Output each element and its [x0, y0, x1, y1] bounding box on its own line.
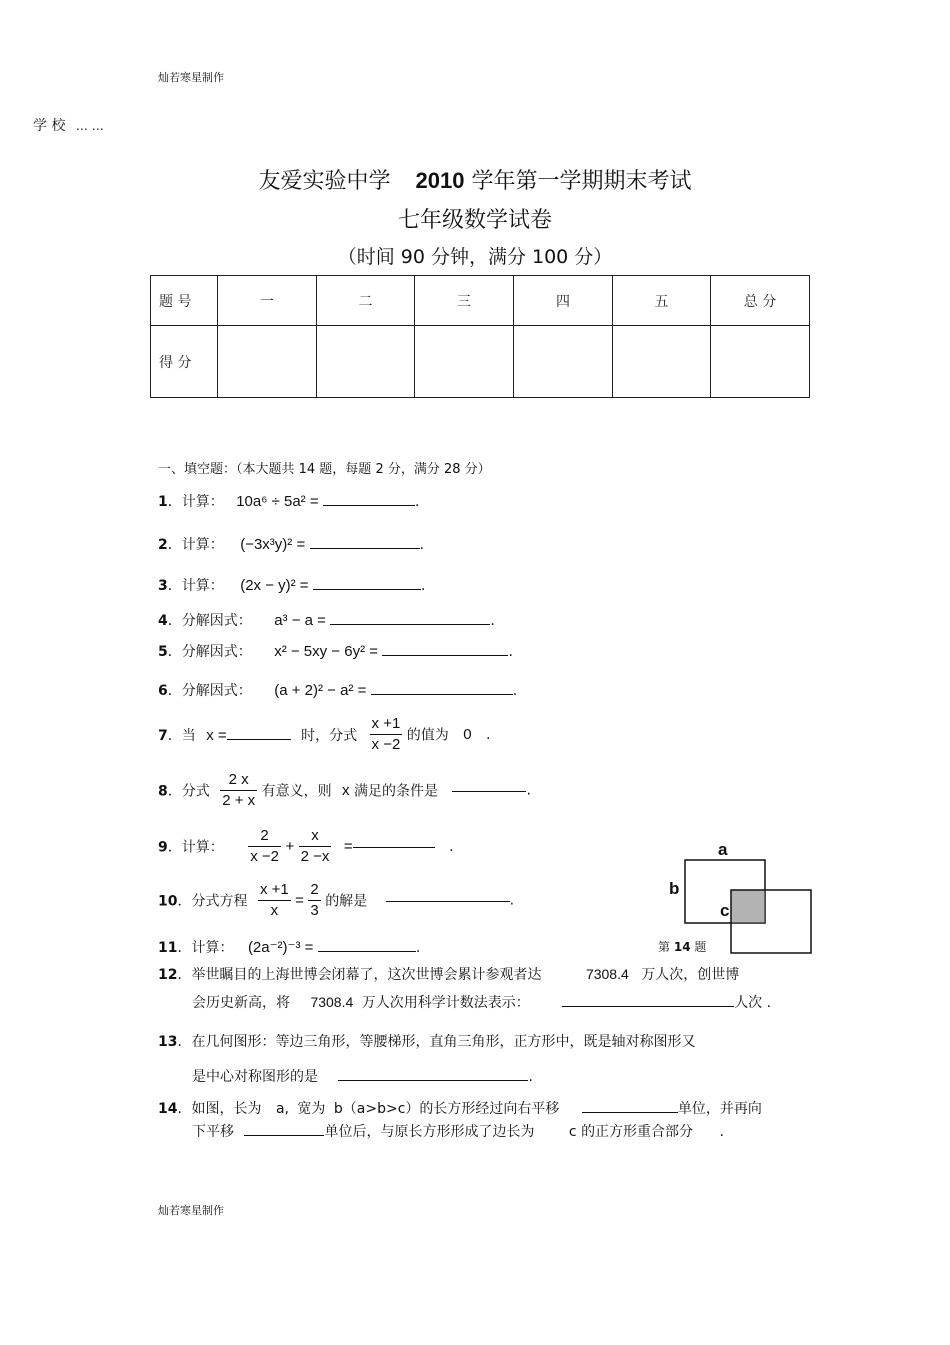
- question-text: ．分式方程: [177, 893, 248, 910]
- question-text: ．分式: [167, 783, 210, 800]
- question-expr: 10a⁶ ÷ 5a² =: [236, 493, 319, 510]
- question-value: 7308.4: [310, 994, 354, 1010]
- answer-blank[interactable]: [452, 790, 526, 792]
- question-text: ．分解因式：: [167, 613, 252, 629]
- question-text: 下平移: [192, 1124, 234, 1140]
- operator: =: [295, 892, 304, 909]
- question-text: ．计算：: [167, 537, 224, 553]
- caption-text: 第: [658, 940, 671, 954]
- question-text: ．计算：: [177, 940, 234, 956]
- question-2: 2．计算： (−3x³y)² = .: [158, 536, 425, 553]
- question-text: 单位，并再向: [677, 1101, 762, 1117]
- fraction-denominator: x: [270, 902, 279, 919]
- score-header-row: [151, 276, 810, 326]
- operator: =: [343, 838, 353, 855]
- fraction-numerator: 2: [248, 826, 281, 847]
- question-10: 10．分式方程 $\frac{x +1}{x}$ = $\frac{2}{3}$ 的解是 .: [158, 881, 515, 919]
- question-8: 8．分式 $\frac{2 x}{2 + x}$ 有意义，则 x 满足的条件是 .: [158, 771, 531, 809]
- question-3: 3．计算： (2x − y)² = .: [158, 577, 426, 594]
- question-text: ．如图，长为: [177, 1101, 262, 1117]
- title-line2: 七年级数学试卷: [397, 208, 552, 233]
- figure-caption: [658, 938, 706, 955]
- question-text: b（a>b>c）的长方形经过向右平移: [333, 1101, 560, 1117]
- school-dots: … …: [75, 119, 104, 133]
- question-6: 6．分解因式： (a + 2)² − a² = .: [158, 682, 518, 699]
- fraction-numerator: x +1: [370, 714, 403, 735]
- question-number: 13: [158, 1034, 178, 1050]
- score-cell: [317, 326, 415, 398]
- title-year: 2010: [415, 168, 465, 193]
- answer-blank[interactable]: [244, 1134, 324, 1136]
- question-var: a,: [275, 1101, 289, 1117]
- fraction-numerator: 2: [308, 880, 320, 901]
- fraction-denominator: 2 −x: [300, 848, 330, 865]
- label-b: b: [669, 879, 680, 898]
- question-var: c: [568, 1124, 577, 1140]
- question-text: ．分解因式：: [167, 683, 252, 699]
- question-1: 1．计算： 10a⁶ ÷ 5a² = .: [158, 493, 420, 510]
- answer-blank[interactable]: [382, 654, 508, 656]
- fraction: [299, 826, 332, 867]
- question-text: 的正方形重合部分: [581, 1124, 694, 1140]
- fraction-denominator: x −2: [371, 736, 401, 753]
- question-expr: (2x − y)² =: [240, 577, 309, 594]
- question-number: 4: [158, 613, 168, 629]
- question-expr: x² − 5xy − 6y² =: [274, 643, 378, 660]
- maker-footer: 灿若寒星制作: [158, 1204, 224, 1217]
- answer-blank[interactable]: [330, 623, 490, 625]
- operator: +: [285, 838, 295, 855]
- question-5: 5．分解因式： x² − 5xy − 6y² = .: [158, 643, 513, 660]
- question-text: ．计算：: [167, 839, 224, 856]
- question-text: ．举世瞩目的上海世博会闭幕了，这次世博会累计参观者达: [177, 967, 542, 983]
- question-text: 人次 .: [734, 995, 772, 1011]
- question-text: 万人次，创世博: [641, 967, 740, 983]
- question-9: 9．计算： $\frac{2}{x -2}$ + $\frac{x}{2 -x}$ = .: [158, 827, 454, 865]
- question-number: 9: [158, 839, 168, 856]
- score-cell: [218, 326, 317, 398]
- answer-blank[interactable]: [310, 547, 420, 549]
- question-number: 12: [158, 967, 178, 983]
- question-number: 1: [158, 494, 168, 510]
- question-number: 11: [158, 940, 178, 956]
- overlap-square: [731, 890, 765, 923]
- fraction: [370, 714, 403, 755]
- title-line3: （时间 90 分钟，满分 100 分）: [337, 246, 613, 268]
- question-text: ．在几何图形：等边三角形，等腰梯形，直角三角形，正方形中，既是轴对称图形又: [177, 1034, 696, 1050]
- score-header-cell: 总 分: [711, 276, 810, 326]
- question-var: x: [342, 782, 350, 799]
- question-14-line2: 下平移 单位后，与原长方形形成了边长为 c 的正方形重合部分 .: [192, 1124, 724, 1140]
- question-text: 满足的条件是: [354, 783, 438, 800]
- label-c: c: [720, 901, 730, 920]
- score-header-cell: 题 号: [151, 276, 218, 326]
- question-text: ．分解因式：: [167, 644, 252, 660]
- score-cell: [711, 326, 810, 398]
- question-text: 时，分式: [301, 727, 358, 744]
- question-number: 14: [158, 1101, 178, 1117]
- question-13-line1: [158, 1031, 695, 1051]
- question-number: 7: [158, 727, 168, 744]
- score-row: [151, 326, 810, 398]
- question-text: 的解是: [325, 893, 368, 910]
- score-cell: [415, 326, 514, 398]
- question-7: [158, 714, 490, 755]
- score-cell: [514, 326, 613, 398]
- score-header-cell: 三: [415, 276, 514, 326]
- answer-blank[interactable]: [318, 950, 416, 952]
- answer-blank[interactable]: [323, 504, 415, 506]
- fraction-denominator: x −2: [250, 848, 279, 865]
- answer-blank[interactable]: [386, 900, 510, 902]
- title-exam: 学年第一学期期末考试: [471, 169, 692, 194]
- question-11: 11．计算： (2a⁻²)⁻³ = .: [158, 939, 421, 956]
- question-number: 3: [158, 578, 168, 594]
- title-line1: [0, 164, 950, 195]
- question-text: 会历史新高，将: [192, 995, 290, 1011]
- answer-blank[interactable]: [371, 693, 513, 695]
- fraction: [308, 880, 320, 921]
- period: .: [486, 726, 491, 743]
- question-text: 单位后，与原长方形形成了边长为: [324, 1124, 535, 1140]
- caption-text: 题: [694, 940, 707, 954]
- fraction-numerator: x: [299, 826, 332, 847]
- question-text: 有意义，则: [261, 783, 332, 800]
- answer-blank[interactable]: [562, 1005, 734, 1007]
- question-14-line1: [158, 1098, 762, 1118]
- question-number: 2: [158, 537, 168, 553]
- title-school: 友爱实验中学: [258, 169, 391, 194]
- fraction-numerator: x +1: [258, 880, 291, 901]
- question-12-line1: [158, 964, 739, 984]
- answer-blank[interactable]: [582, 1111, 678, 1113]
- question-text: 万人次用科学计数法表示：: [361, 995, 530, 1011]
- section1-heading: 一、填空题：（本大题共 14 题，每题 2 分，满分 28 分）: [158, 462, 491, 477]
- score-header-cell: 五: [613, 276, 711, 326]
- fraction-denominator: 2 + x: [222, 792, 256, 809]
- question-expr: (2a⁻²)⁻³ =: [247, 939, 314, 956]
- question-expr: x =: [206, 726, 227, 744]
- score-header-cell: 一: [218, 276, 317, 326]
- fraction: [220, 770, 257, 811]
- answer-blank[interactable]: [227, 738, 291, 740]
- question-expr: (−3x³y)² =: [240, 536, 306, 553]
- question-expr: (a + 2)² − a² =: [274, 682, 367, 699]
- question-4: 4．分解因式： a³ − a = .: [158, 612, 495, 629]
- fraction: [248, 826, 281, 867]
- fraction-numerator: 2 x: [220, 770, 257, 791]
- question-number: 6: [158, 683, 168, 699]
- question-value: 7308.4: [585, 966, 629, 982]
- score-header-cell: 二: [317, 276, 415, 326]
- question-value: 0: [463, 726, 472, 743]
- school-label-text: 学 校: [33, 118, 66, 134]
- score-row-label: 得 分: [151, 326, 218, 398]
- caption-number: 14: [673, 940, 691, 954]
- maker-header: 灿若寒星制作: [158, 71, 224, 84]
- fraction: [258, 880, 291, 921]
- fraction-denominator: 3: [310, 902, 319, 919]
- score-cell: [613, 326, 711, 398]
- question-expr: a³ − a =: [274, 612, 326, 629]
- label-a: a: [718, 840, 728, 859]
- question-13-line2: 是中心对称图形的是 .: [192, 1069, 533, 1085]
- question-number: 10: [158, 893, 178, 910]
- answer-blank[interactable]: [353, 846, 435, 848]
- question-text: 的值为: [406, 727, 449, 744]
- question-text: ．计算：: [167, 578, 224, 594]
- answer-blank[interactable]: [313, 588, 421, 590]
- score-table: [150, 275, 810, 398]
- question-text: ．计算：: [167, 494, 224, 510]
- question-number: 8: [158, 783, 168, 800]
- school-label: [33, 115, 104, 135]
- question-number: 5: [158, 644, 168, 660]
- question-text: 是中心对称图形的是: [192, 1069, 318, 1085]
- question-12-line2: [192, 992, 771, 1012]
- question-text: 宽为: [297, 1101, 326, 1117]
- question-text: ．当: [167, 727, 196, 744]
- score-header-cell: 四: [514, 276, 613, 326]
- answer-blank[interactable]: [338, 1079, 528, 1081]
